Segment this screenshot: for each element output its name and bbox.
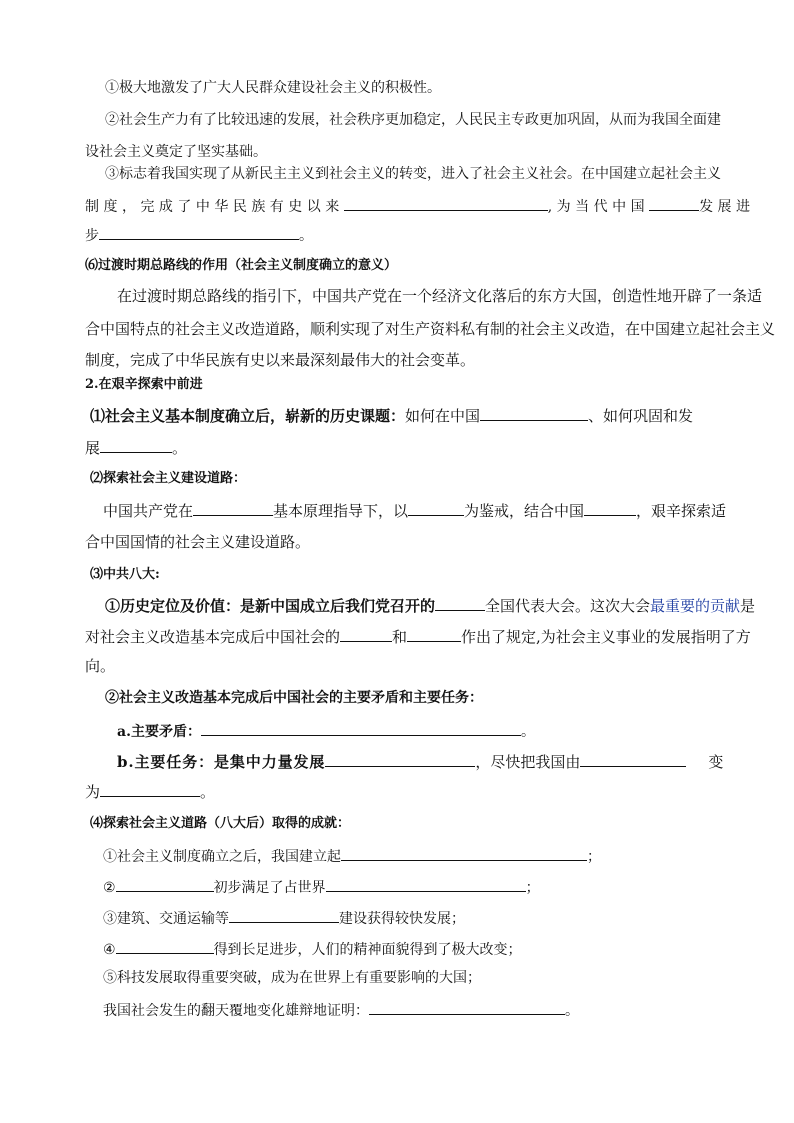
blank[interactable] [340,626,392,642]
text: b.主要任务：是集中力量发展 [117,753,326,771]
blank[interactable] [116,876,214,892]
section-6-para: 合中国特点的社会主义改造道路，顺利实现了对生产资料私有制的社会主义改造，在中国建立起社会主义 [85,320,776,338]
text: 如何在中国 [405,407,481,425]
text: 。 [520,724,535,740]
question-1 [90,405,693,426]
text: ,为当代中国 [547,199,650,215]
text: 变 [708,753,724,771]
text: 制度，完成了中华民族有史以来 [85,199,344,215]
blank[interactable] [584,500,636,516]
text: 中国共产党在 [103,502,194,520]
text: 我国社会发生的翻天覆地变化雄辩地证明： [103,1003,369,1019]
text: 展 [85,439,101,457]
achievement-1 [105,78,441,98]
achievement-item-5: ⑤科技发展取得重要突破，成为在世界上有重要影响的大国； [103,970,481,986]
question-3-sub: ②社会主义改造基本完成后中国社会的主要矛盾和主要任务： [105,690,483,706]
question-2-cont: 合中国国情的社会主义建设道路。 [85,533,311,551]
text: 发展进 [699,199,755,215]
blank[interactable] [325,751,475,767]
blank[interactable] [100,781,200,797]
text: ，尽快把我国由 [475,753,581,771]
text: ③标志着我国实现了从新民主主义到社会主义的转变，进入了社会主义社会。在中国建立起社会主义 [105,166,721,182]
text: 设社会主义奠定了坚实基础。 [85,144,267,160]
text: 最重要的贡献 [650,597,741,615]
blank[interactable] [407,626,461,642]
text: ①社会主义制度确立之后，我国建立起 [103,849,341,865]
text: ③建筑、交通运输等 [103,911,229,927]
achievement-2 [105,110,721,130]
section-6-para: 制度，完成了中华民族有史以来最深刻最伟大的社会变革。 [85,351,476,369]
blank[interactable] [201,720,521,736]
blank[interactable] [369,999,565,1015]
achievement-3-cont [85,195,755,217]
text: 初步满足了占世界 [213,880,326,896]
text: 是 [740,597,756,615]
blank[interactable] [116,938,214,954]
blank[interactable] [326,876,526,892]
text: 基本原理指导下，以 [273,502,409,520]
achievement-item-4 [103,938,522,960]
main-contradiction [117,720,535,742]
achievement-item-1 [103,845,601,867]
question-2-line [103,500,726,521]
blank[interactable] [341,845,587,861]
text: ② [103,880,116,896]
question-3-cont [85,626,751,647]
achievement-3-end [85,224,313,246]
text: ①极大地激发了广大人民群众建设社会主义的积极性。 [105,80,441,96]
main-task-cont [85,781,215,802]
conclusion-line [103,999,579,1021]
text: ； [525,880,540,896]
achievement-2-cont [85,142,267,162]
section-6-para: 在过渡时期总路线的指引下，中国共产党在一个经济文化落后的东方大国，创造性地开辟了一条适 [117,287,763,305]
blank[interactable] [229,907,339,923]
question-1-cont [85,437,187,458]
text: 。 [565,1003,579,1019]
question-3-line [105,595,755,616]
section-6-heading: ⑹过渡时期总路线的作用（社会主义制度确立的意义） [85,258,398,273]
text: ⑴社会主义基本制度确立后，崭新的历史课题： [90,407,406,425]
text: 对社会主义改造基本完成后中国社会的 [85,628,341,646]
text: ； [587,849,601,865]
text: ①历史定位及价值：是新中国成立后我们党召开的 [105,597,436,615]
main-task [117,751,723,772]
text: 全国代表大会。这次大会 [485,597,651,615]
question-3-cont: 向。 [85,657,116,675]
achievement-item-3 [103,907,465,929]
blank[interactable] [193,500,273,516]
text: 、如何巩固和发 [588,407,694,425]
text: 作出了规定,为社会主义事业的发展指明了方 [461,628,751,646]
text: 得到长足进步，人们的精神面貌得到了极大改变； [213,942,522,958]
text: 。 [299,228,313,244]
blank[interactable] [99,224,299,240]
question-2-heading: ⑵探索社会主义建设道路： [90,471,247,486]
text: 。 [200,783,216,801]
blank[interactable] [480,405,588,421]
achievement-item-2 [103,876,540,898]
blank[interactable] [649,195,699,211]
text: ②社会生产力有了比较迅速的发展，社会秩序更加稳定，人民民主专政更加巩固，从而为我国全面建 [105,112,721,128]
blank[interactable] [435,595,485,611]
question-3-heading: ⑶中共八大: [90,567,160,582]
text: 步 [85,228,99,244]
text: ，艰辛探索适 [636,502,727,520]
text: 为 [85,783,101,801]
blank[interactable] [580,751,686,767]
question-4-heading: ⑷探索社会主义道路（八大后）取得的成就： [90,816,351,831]
text: ④ [103,942,116,958]
blank[interactable] [100,437,172,453]
text: 建设获得较快发展； [339,911,465,927]
blank[interactable] [408,500,464,516]
blank[interactable] [344,195,548,211]
achievement-3 [105,164,721,184]
text: a.主要矛盾： [117,724,201,740]
section-2-heading: 2.在艰辛探索中前进 [85,377,203,392]
text: 为鉴戒，结合中国 [464,502,585,520]
text: 和 [392,628,408,646]
text: 。 [172,439,188,457]
